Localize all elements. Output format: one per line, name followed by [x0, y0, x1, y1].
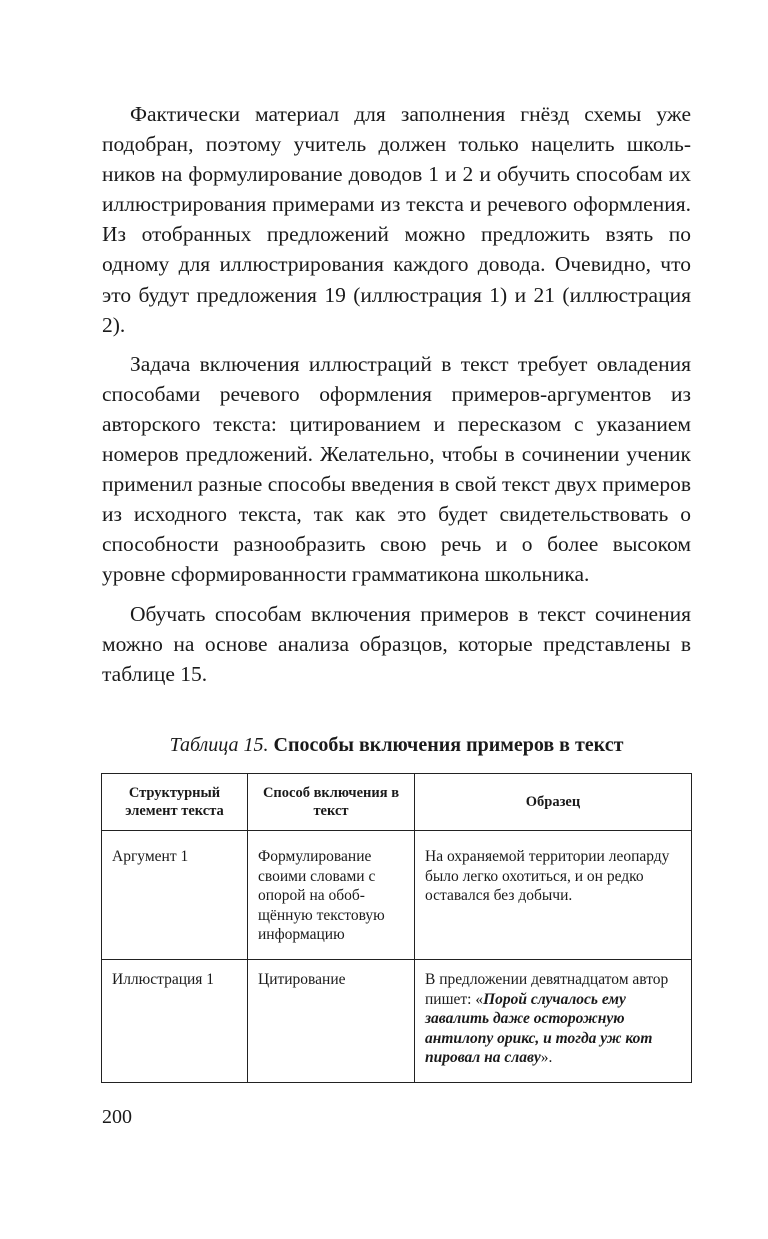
header-element: Структурный элемент текста	[102, 774, 248, 831]
table-row	[102, 831, 692, 960]
table-caption	[102, 731, 691, 759]
table-header-row	[102, 774, 692, 831]
header-method: Способ включения в текст	[248, 774, 415, 831]
cell-element: Иллюстрация 1	[102, 960, 248, 1083]
sample-intro: В предложении девятнадцатом автор пишет: «	[425, 971, 669, 1008]
header-sample: Образец	[415, 774, 692, 831]
page-number: 200	[102, 1106, 132, 1128]
table-row	[102, 960, 692, 1083]
cell-method: Цитирование	[248, 960, 415, 1083]
cell-method: Формулирование своими словами с опорой на обобщённую текстовую информацию	[248, 831, 415, 960]
body-text	[102, 99, 691, 698]
paragraph-1: Фактически материал для заполнения гнёзд схемы уже подобран, поэтому учитель должен только нацелить школьников на формулирование доводов 1 и 2 и обучить способам их иллюстрирования примерами из текста и речевого оформления. Из отобранных предложений можно предложить взять по одному для иллюстрирования каждого довода. Очевидно, что это будут предложения 19 (иллюстрация 1) и 21 (иллюстрация 2).	[102, 102, 691, 337]
paragraph-3: Обучать способам включения примеров в текст сочинения можно на основе анализа образцов, которые представлены в таблице 15.	[102, 601, 691, 686]
table-caption-title: Способы включения примеров в текст	[273, 734, 624, 756]
sample-end: ».	[540, 1049, 553, 1066]
cell-element: Аргумент 1	[102, 831, 248, 960]
paragraph-2: Задача включения иллюстраций в текст требует овладения способами речевого оформления примеров-аргументов из авторского текста: цитированием и пересказом с указанием номеров предложений. Желательно, чтобы в сочинении ученик применил разные способы введения в свой текст двух примеров из исходного текста, так как это будет свидетельствовать о способности разнообразить свою речь и о более высоком уровне сформированности грамматикона школьника.	[102, 351, 691, 587]
table-caption-label: Таблица 15.	[169, 734, 269, 756]
cell-sample	[415, 960, 692, 1083]
methods-table	[101, 773, 692, 1083]
cell-sample: На охраняемой территории леопарду было легко охотиться, и он редко оставался без добычи.	[415, 831, 692, 960]
sample-quote: Порой случалось ему завалить даже осторожную антилопу орикс, и тогда уж кот пировал на славу	[425, 990, 653, 1066]
